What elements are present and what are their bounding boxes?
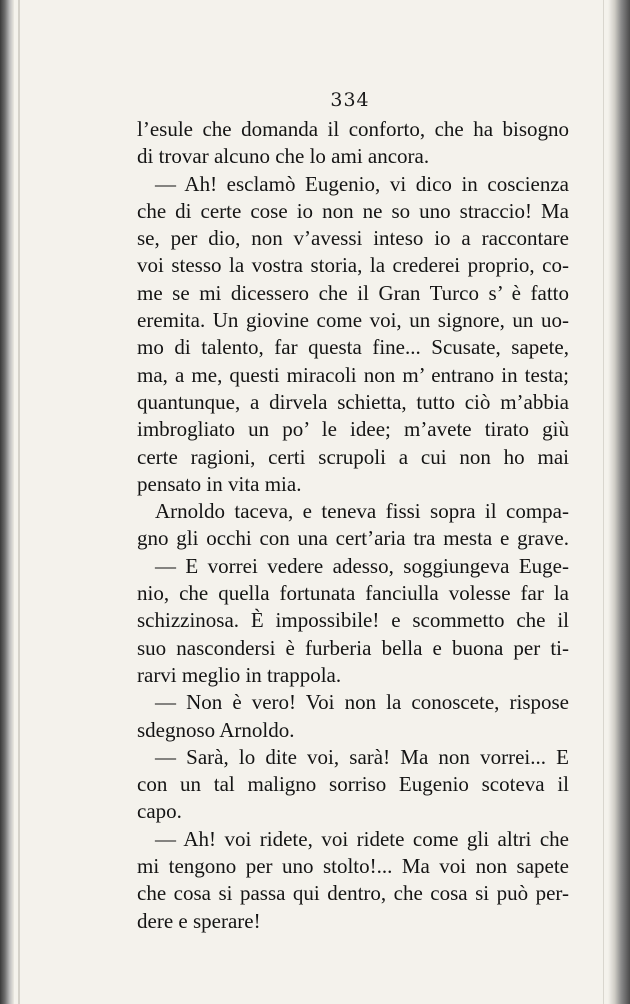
text-line: gno gli occhi con una cert’aria tra mesta e grave. xyxy=(137,526,569,551)
text-line: — Ah! voi ridete, voi ridete come gli altri che xyxy=(155,826,569,851)
text-line: imbrogliato un po’ le idee; m’avete tirato giù xyxy=(137,417,569,442)
text-line: ma, a me, questi miracoli non m’ entrano in testa; xyxy=(137,362,569,387)
page-fold-line xyxy=(18,0,20,1004)
text-line: suo nascondersi è furberia bella e buona per ti- xyxy=(137,635,569,660)
text-line: quantunque, a dirvela schietta, tutto ciò m’abbia xyxy=(137,389,569,414)
text-line: — Non è vero! Voi non la conoscete, rispose xyxy=(155,690,569,715)
text-line: Arnoldo taceva, e teneva fissi sopra il compa- xyxy=(155,499,569,524)
text-line: capo. xyxy=(137,799,182,824)
text-line: mi tengono per uno stolto!... Ma voi non sapete xyxy=(137,854,569,879)
page-number: 334 xyxy=(330,89,370,111)
book-spine-shadow xyxy=(0,0,14,1004)
text-line: sdegnoso Arnoldo. xyxy=(137,717,295,742)
text-line: mo di talento, far questa fine... Scusate, sapete, xyxy=(137,335,569,360)
text-line: che di certe cose io non ne so uno straccio! Ma xyxy=(137,198,569,223)
text-line: me se mi dicessero che il Gran Turco s’ è fatto xyxy=(137,280,569,305)
text-line: voi stesso la vostra storia, la crederei proprio, co- xyxy=(137,253,569,278)
text-line: schizzinosa. È impossibile! e scommetto che il xyxy=(137,608,569,633)
text-line: che cosa si passa qui dentro, che cosa si può per- xyxy=(137,881,569,906)
page-edge-line xyxy=(603,0,604,1004)
text-line: di trovar alcuno che lo ami ancora. xyxy=(137,144,430,169)
page-edge-shadow xyxy=(608,0,630,1004)
text-line: dere e sperare! xyxy=(137,908,261,933)
text-line: — Ah! esclamò Eugenio, vi dico in coscienza xyxy=(155,171,569,196)
text-line: nio, che quella fortunata fanciulla volesse far la xyxy=(137,581,569,606)
text-line: se, per dio, non v’avessi inteso io a raccontare xyxy=(137,226,569,251)
body-text xyxy=(137,116,569,935)
text-line: — E vorrei vedere adesso, soggiungeva Euge- xyxy=(155,553,569,578)
text-line: pensato in vita mia. xyxy=(137,471,302,496)
text-line: — Sarà, lo dite voi, sarà! Ma non vorrei... E xyxy=(155,744,569,769)
text-line: l’esule che domanda il conforto, che ha bisogno xyxy=(137,117,569,141)
text-line: con un tal maligno sorriso Eugenio scoteva il xyxy=(137,772,569,797)
text-line: rarvi meglio in trappola. xyxy=(137,662,342,687)
text-line: eremita. Un giovine come voi, un signore, un uo- xyxy=(137,308,569,333)
text-line: certe ragioni, certi scrupoli a cui non ho mai xyxy=(137,444,569,469)
